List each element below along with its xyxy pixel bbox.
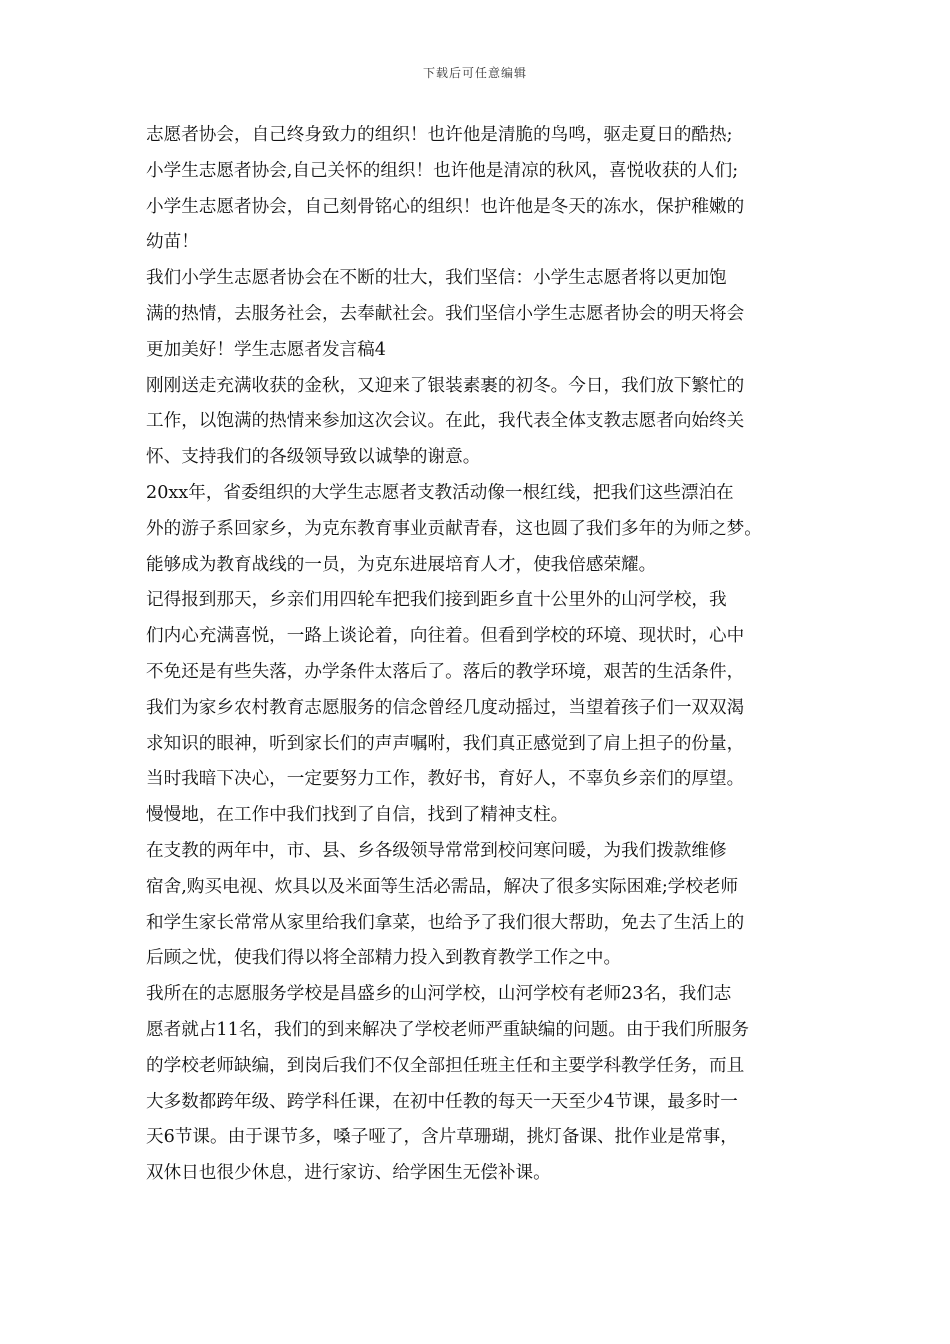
text-line: 求知识的眼神，听到家长们的声声嘱咐，我们真正感觉到了肩上担子的份量， bbox=[146, 733, 745, 754]
text-line: 幼苗！ bbox=[146, 232, 199, 253]
text-line: 志愿者协会，自己终身致力的组织！也许他是清脆的鸟鸣，驱走夏日的酷热; bbox=[146, 125, 733, 145]
text-line: 在支教的两年中，市、县、乡各级领导常常到校问寒问暖，为我们拨款维修 bbox=[146, 840, 727, 861]
text-line: 双休日也很少休息，进行家访、给学困生无偿补课。 bbox=[146, 1163, 551, 1184]
text-line: 宿舍,购买电视、炊具以及米面等生活必需品，解决了很多实际困难;学校老师 bbox=[146, 876, 739, 897]
text-line: 小学生志愿者协会，自己刻骨铭心的组织！也许他是冬天的冻水，保护稚嫩的 bbox=[146, 196, 745, 217]
text-line: 我们小学生志愿者协会在不断的壮大，我们坚信：小学生志愿者将以更加饱 bbox=[146, 268, 727, 289]
text-line: 刚刚送走充满收获的金秋，又迎来了银装素裹的初冬。今日，我们放下繁忙的 bbox=[146, 375, 745, 396]
text-line: 我们为家乡农村教育志愿服务的信念曾经几度动摇过，当望着孩子们一双双渴 bbox=[146, 697, 745, 718]
text-line: 怀、支持我们的各级领导致以诚挚的谢意。 bbox=[146, 447, 481, 468]
text-line: 满的热情，去服务社会，去奉献社会。我们坚信小学生志愿者协会的明天将会 bbox=[146, 303, 745, 324]
text-line: 的学校老师缺编，到岗后我们不仅全部担任班主任和主要学科教学任务，而且 bbox=[146, 1055, 745, 1076]
text-line: 外的游子系回家乡，为克东教育事业贡献青春，这也圆了我们多年的为师之梦。 bbox=[146, 518, 762, 539]
text-line: 工作，以饱满的热情来参加这次会议。在此，我代表全体支教志愿者向始终关 bbox=[146, 411, 745, 432]
text-line: 能够成为教育战线的一员，为克东进展培育人才，使我倍感荣耀。 bbox=[146, 554, 657, 575]
text-line: 小学生志愿者协会,自己关怀的组织！也许他是清凉的秋风，喜悦收获的人们; bbox=[146, 160, 739, 181]
text-line: 后顾之忧，使我们得以将全部精力投入到教育教学工作之中。 bbox=[146, 948, 622, 969]
text-line: 记得报到那天，乡亲们用四轮车把我们接到距乡直十公里外的山河学校，我 bbox=[146, 590, 727, 611]
text-line: 愿者就占11名，我们的到来解决了学校老师严重缺编的问题。由于我们所服务 bbox=[146, 1019, 749, 1040]
text-line: 不免还是有些失落，办学条件太落后了。落后的教学环境，艰苦的生活条件， bbox=[146, 661, 745, 682]
text-line: 20xx年，省委组织的大学生志愿者支教活动像一根红线，把我们这些漂泊在 bbox=[146, 482, 734, 503]
text-line: 我所在的志愿服务学校是昌盛乡的山河学校，山河学校有老师23名，我们志 bbox=[146, 984, 732, 1005]
text-line: 们内心充满喜悦，一路上谈论着，向往着。但看到学校的环境、现状时，心中 bbox=[146, 626, 745, 647]
text-line: 当时我暗下决心，一定要努力工作，教好书，育好人，不辜负乡亲们的厚望。 bbox=[146, 769, 745, 790]
text-line: 更加美好！学生志愿者发言稿4 bbox=[146, 339, 386, 360]
text-line: 大多数都跨年级、跨学科任课，在初中任教的每天一天至少4节课，最多时一 bbox=[146, 1091, 738, 1112]
text-line: 和学生家长常常从家里给我们拿菜，也给予了我们很大帮助，免去了生活上的 bbox=[146, 912, 745, 933]
text-line: 天6节课。由于课节多，嗓子哑了，含片草珊瑚，挑灯备课、批作业是常事， bbox=[146, 1127, 738, 1148]
page-header: 下载后可任意编辑 bbox=[422, 66, 527, 80]
document-body bbox=[146, 118, 810, 1192]
text-line: 慢慢地，在工作中我们找到了自信，找到了精神支柱。 bbox=[146, 805, 569, 826]
